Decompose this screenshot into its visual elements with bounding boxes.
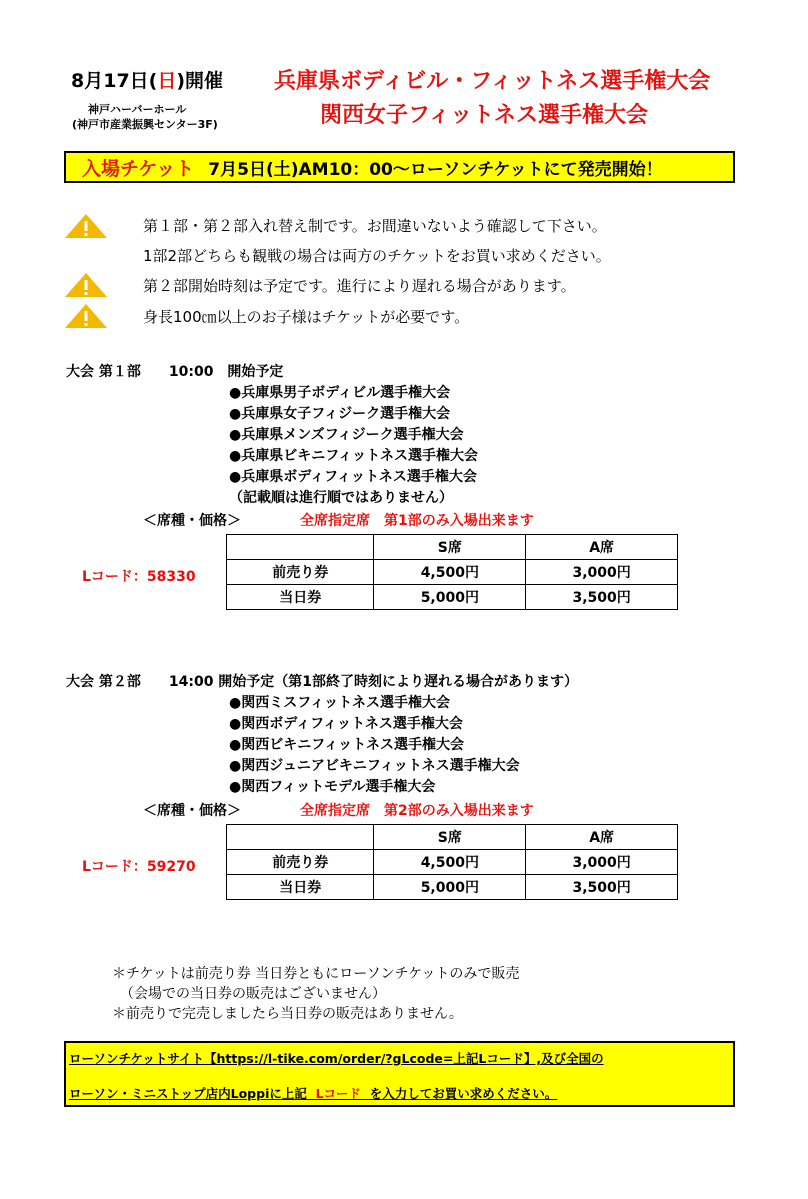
table-cell: 3,000円: [526, 850, 678, 875]
table-header-cell: A席: [526, 825, 678, 850]
part1-lcode: Lコード：58330: [82, 569, 196, 585]
part1-event: ●兵庫県ビキニフィットネス選手権大会: [229, 448, 478, 464]
part1-heading: 大会 第１部 10:00 開始予定: [66, 364, 284, 380]
part1-event: ●兵庫県男子ボディビル選手権大会: [229, 385, 451, 401]
table-header-cell: A席: [526, 535, 678, 560]
footnote-2: （会場での当日券の販売はございません）: [120, 986, 386, 1002]
table-cell: 3,500円: [526, 875, 678, 900]
table-cell: 5,000円: [374, 875, 526, 900]
lawson-line-2-b: を入力してお買い求めください。: [369, 1086, 558, 1101]
part2-lcode: Lコード：59270: [82, 859, 196, 875]
footnote-3: ＊前売りで完売しましたら当日券の販売はありません。: [112, 1006, 463, 1022]
notice-2: 1部2部どちらも観戦の場合は両方のチケットをお買い求めください。: [143, 247, 611, 265]
table-row: [227, 875, 678, 900]
part2-price-table: [226, 824, 678, 900]
table-cell: [227, 535, 374, 560]
title-line-1: 兵庫県ボディビル・フィットネス選手権大会: [274, 69, 711, 94]
date-suffix: )開催: [176, 70, 224, 92]
date-text: 8月17日(: [71, 70, 158, 92]
part2-heading: 大会 第２部 14:00 開始予定（第1部終了時刻により遅れる場合があります）: [66, 674, 579, 690]
table-header-row: [227, 825, 678, 850]
table-row: [227, 850, 678, 875]
part2-event: ●関西ビキニフィットネス選手権大会: [229, 737, 464, 753]
table-cell: 4,500円: [374, 560, 526, 585]
table-cell: 3,000円: [526, 560, 678, 585]
part1-event: ●兵庫県メンズフィジーク選手権大会: [229, 427, 464, 443]
notice-3: 第２部開始時刻は予定です。進行により遅れる場合があります。: [143, 277, 576, 295]
table-header-cell: S席: [374, 825, 526, 850]
table-row: [227, 585, 678, 610]
notice-1: 第１部・第２部入れ替え制です。お間違いないよう確認して下さい。: [143, 217, 607, 235]
part1-event: ●兵庫県ボディフィットネス選手権大会: [229, 469, 477, 485]
table-cell: 5,000円: [374, 585, 526, 610]
table-row: [227, 560, 678, 585]
warning-icon: [64, 213, 108, 239]
part1-price-label: ＜席種・価格＞: [143, 513, 241, 529]
table-cell: [227, 825, 374, 850]
part2-event: ●関西ボディフィットネス選手権大会: [229, 716, 463, 732]
part1-order-note: （記載順は進行順ではありません）: [229, 490, 453, 506]
part2-event: ●関西フィットモデル選手権大会: [229, 779, 436, 795]
venue-detail: (神戸市産業振興センター3F): [72, 118, 218, 131]
table-cell: 当日券: [227, 585, 374, 610]
warning-icon: [64, 272, 108, 298]
warning-icon: [64, 303, 108, 329]
date-day: 日: [157, 70, 177, 92]
part1-price-table: [226, 534, 678, 610]
table-cell: 3,500円: [526, 585, 678, 610]
notice-4: 身長100㎝以上のお子様はチケットが必要です。: [143, 308, 470, 326]
event-date: [71, 66, 223, 93]
table-cell: 前売り券: [227, 560, 374, 585]
ticket-banner-text: 7月5日(土)AM10：00～ローソンチケットにて発売開始！: [208, 159, 663, 180]
part2-price-label: ＜席種・価格＞: [143, 803, 241, 819]
lawson-ticket-box: [64, 1041, 735, 1107]
lawson-line-2-a: ローソン・ミニストップ店内Loppiに上記: [69, 1086, 307, 1101]
table-cell: 当日券: [227, 875, 374, 900]
title-line-2: 関西女子フィットネス選手権大会: [319, 103, 649, 128]
footnote-1: ＊チケットは前売り券 当日券ともにローソンチケットのみで販売: [112, 966, 520, 982]
ticket-banner: [64, 151, 735, 183]
part1-seat-note: 全席指定席 第1部のみ入場出来ます: [300, 513, 534, 529]
lawson-line-1[interactable]: ローソンチケットサイト【https://l-tike.com/order/?gLcode=上記Lコード】,及び全国の: [69, 1051, 604, 1066]
part2-seat-note: 全席指定席 第2部のみ入場出来ます: [300, 803, 534, 819]
lawson-lcode-ref: Lコード: [315, 1086, 362, 1101]
table-cell: 前売り券: [227, 850, 374, 875]
table-cell: 4,500円: [374, 850, 526, 875]
ticket-banner-label: 入場チケット: [82, 157, 195, 180]
table-header-cell: S席: [374, 535, 526, 560]
part2-event: ●関西ジュニアビキニフィットネス選手権大会: [229, 758, 520, 774]
table-header-row: [227, 535, 678, 560]
part2-event: ●関西ミスフィットネス選手権大会: [229, 695, 450, 711]
lawson-line-2: [69, 1084, 557, 1102]
part1-event: ●兵庫県女子フィジーク選手権大会: [229, 406, 451, 422]
venue-name: 神戸ハーバーホール: [88, 103, 187, 116]
